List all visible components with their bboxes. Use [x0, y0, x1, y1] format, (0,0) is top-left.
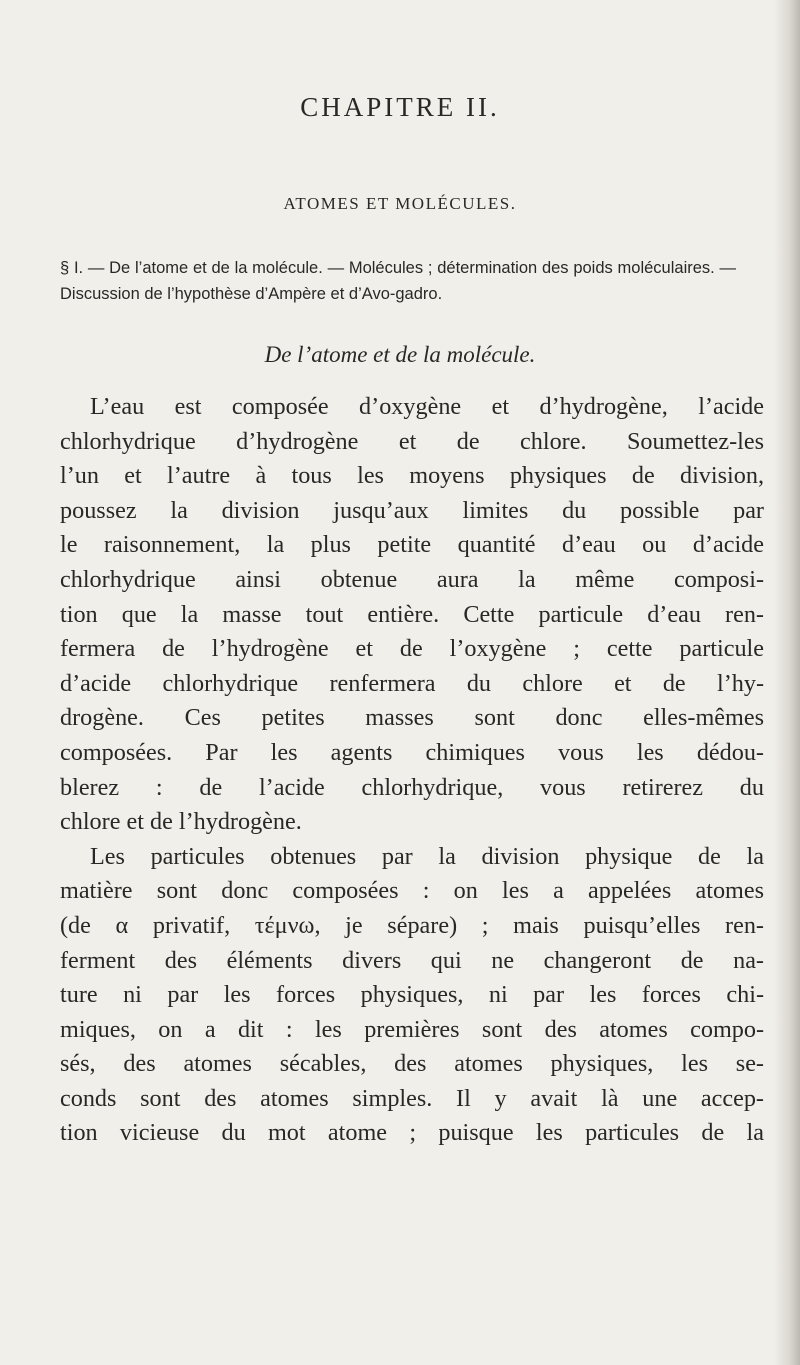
text-line: chlorhydrique d’hydrogène et de chlore. Soumettez-les — [60, 427, 764, 455]
text-line: tion vicieuse du mot atome ; puisque les particules de la — [60, 1119, 764, 1147]
text-line: (de α privatif, τέμνω, je sépare) ; mais puisqu’elles ren- — [60, 911, 764, 939]
text-line: Les particules obtenues par la division physique de la — [90, 842, 764, 870]
text-line: tion que la masse tout entière. Cette particule d’eau ren- — [60, 600, 764, 628]
text-line: L’eau est composée d’oxygène et d’hydrogène, l’acide — [90, 393, 764, 420]
subsection-heading: De l’atome et de la molécule. — [264, 342, 536, 367]
text-line: poussez la division jusqu’aux limites du possible par — [60, 496, 764, 524]
text-line: le raisonnement, la plus petite quantité d’eau ou d’acide — [60, 531, 764, 559]
text-line: chlore et de l’hydrogène. — [60, 808, 302, 836]
text-line: drogène. Ces petites masses sont donc elles-mêmes — [60, 704, 764, 732]
text-line: sés, des atomes sécables, des atomes physiques, les se- — [60, 1050, 764, 1078]
text-line: fermera de l’hydrogène et de l’oxygène ; cette particule — [60, 635, 764, 663]
text-line: blerez : de l’acide chlorhydrique, vous retirerez du — [60, 773, 764, 801]
text-line: d’acide chlorhydrique renfermera du chlore et de l’hy- — [60, 669, 764, 697]
text-line: conds sont des atomes simples. Il y avait là une accep- — [60, 1084, 764, 1112]
chapter-title: CHAPITRE II. — [300, 92, 500, 122]
text-line: matière sont donc composées : on les a appelées atomes — [60, 877, 764, 905]
text-line: ture ni par les forces physiques, ni par les forces chi- — [60, 981, 764, 1009]
text-line: ferment des éléments divers qui ne changeront de na- — [60, 946, 764, 974]
text-line: chlorhydrique ainsi obtenue aura la même composi- — [60, 565, 764, 593]
text-line: miques, on a dit : les premières sont des atomes compo- — [60, 1015, 764, 1043]
text-line: l’un et l’autre à tous les moyens physiques de division, — [60, 462, 764, 490]
body-text — [60, 390, 764, 1151]
text-line: composées. Par les agents chimiques vous les dédou- — [60, 738, 764, 766]
section-summary: § I. — De l’atome et de la molécule. — Molécules ; détermination des poids moléculaires. — Discussion de l’hypothèse d’Ampère et d’Avo-gadro. — [60, 259, 736, 303]
section-title: ATOMES ET MOLÉCULES. — [283, 194, 517, 213]
